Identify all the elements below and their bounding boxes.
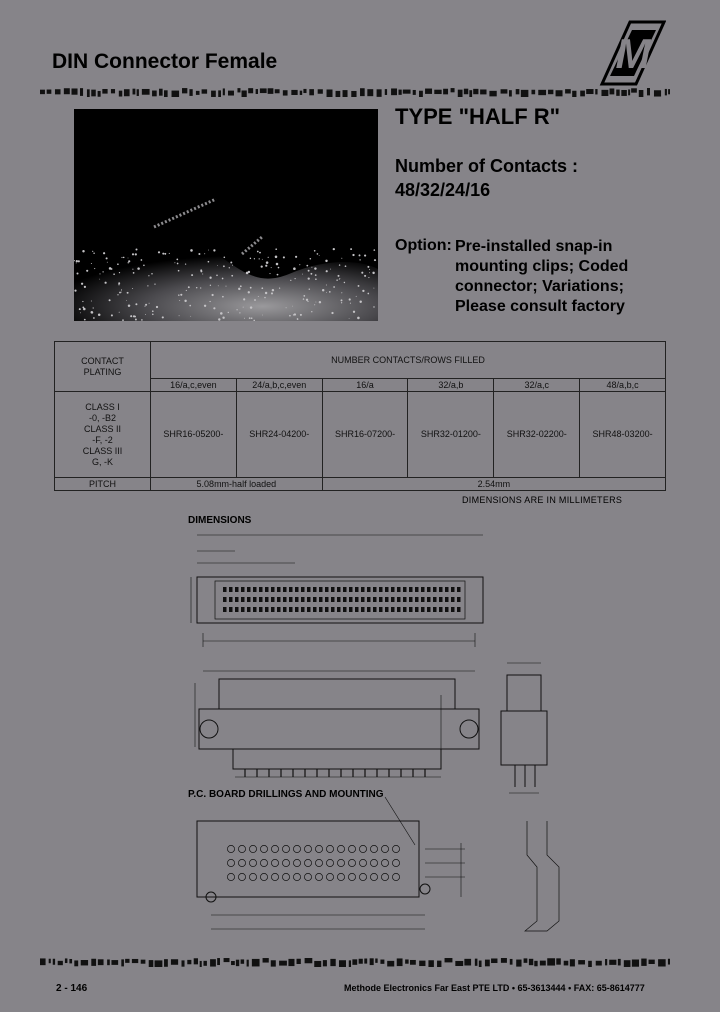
drilling-heading: P.C. BOARD DRILLINGS AND MOUNTING: [188, 789, 384, 800]
dimensions-heading: DIMENSIONS: [188, 515, 252, 526]
option-text: [455, 237, 628, 317]
scan-noise-band: [40, 957, 670, 967]
methode-logo: [586, 18, 666, 90]
class-cell: CLASS I -0, -B2 CLASS II -F, -2 CLASS III G, -K: [55, 392, 151, 478]
type-cell: 32/a,b: [408, 379, 494, 392]
connector-photo: [74, 109, 378, 321]
option-label: Option:: [395, 237, 452, 254]
drilling-view-drawing: [197, 797, 559, 931]
part-number-cell: SHR32-01200-: [408, 392, 494, 478]
type-cell: 48/a,b,c: [580, 379, 666, 392]
option-line: connector; Variations;: [455, 278, 624, 295]
part-number-cell: SHR48-03200-: [580, 392, 666, 478]
page-number: 2 - 146: [56, 983, 88, 994]
part-number-cell: SHR16-07200-: [322, 392, 408, 478]
type-cell: 16/a,c,even: [151, 379, 237, 392]
part-number-cell: SHR32-02200-: [494, 392, 580, 478]
type-cell: 16/a: [322, 379, 408, 392]
pitch-label: PITCH: [55, 478, 151, 491]
option-line: Pre-installed snap-in: [455, 238, 613, 255]
plating-header: CONTACT PLATING: [55, 342, 151, 392]
logo-letter: M: [615, 30, 651, 77]
option-line: mounting clips; Coded: [455, 258, 629, 275]
dimension-note: DIMENSIONS ARE IN MILLIMETERS: [462, 495, 623, 505]
scan-noise-band: [40, 87, 670, 97]
product-type-heading: TYPE "HALF R": [395, 104, 561, 129]
contacts-values: 48/32/24/16: [395, 180, 491, 200]
type-cell: 32/a,c: [494, 379, 580, 392]
part-number-table: [54, 341, 666, 491]
footer-company: Methode Electronics Far East PTE LTD • 65-3613444 • FAX: 65-8614777: [344, 983, 645, 993]
contacts-label: Number of Contacts :: [395, 156, 579, 176]
pitch-half: 5.08mm-half loaded: [151, 478, 323, 491]
part-number-cell: SHR24-04200-: [236, 392, 322, 478]
contacts-header: NUMBER CONTACTS/ROWS FILLED: [151, 342, 666, 379]
top-view-drawing: [191, 535, 483, 647]
technical-drawings: [175, 525, 690, 945]
pitch-full: 2.54mm: [322, 478, 665, 491]
type-cell: 24/a,b,c,even: [236, 379, 322, 392]
front-view-drawing: [195, 671, 479, 777]
part-number-cell: SHR16-05200-: [151, 392, 237, 478]
side-view-drawing: [501, 663, 547, 793]
page-title: DIN Connector Female: [52, 50, 278, 73]
option-line: Please consult factory: [455, 298, 625, 315]
